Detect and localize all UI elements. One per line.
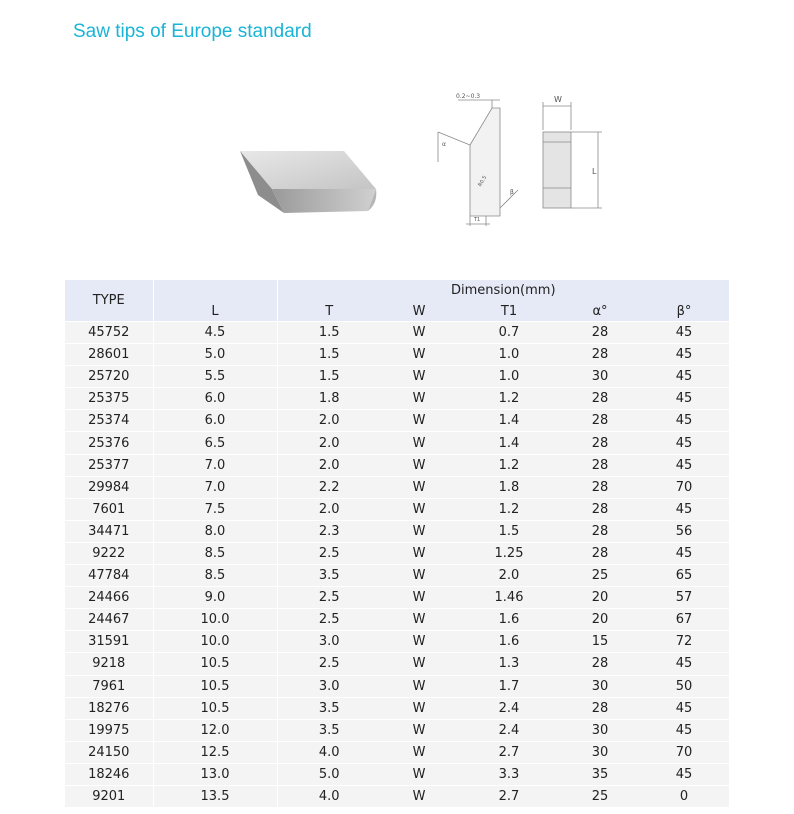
cell-t1: 1.5 (457, 520, 561, 542)
cell-type: 18246 (65, 763, 153, 785)
table-row (65, 675, 729, 697)
drawing-label-radius: R0.5 (477, 174, 489, 188)
cell-w: W (381, 366, 457, 388)
cell-l: 8.0 (153, 520, 277, 542)
cell-t1: 1.7 (457, 675, 561, 697)
cell-type: 25376 (65, 432, 153, 454)
cell-w: W (381, 653, 457, 675)
page-title: Saw tips of Europe standard (73, 21, 312, 42)
cell-type: 34471 (65, 520, 153, 542)
cell-beta: 45 (639, 410, 729, 432)
cell-w: W (381, 322, 457, 344)
cell-t1: 1.2 (457, 498, 561, 520)
cell-t: 1.5 (277, 322, 381, 344)
cell-w: W (381, 542, 457, 564)
cell-t1: 2.7 (457, 785, 561, 807)
cell-t1: 2.7 (457, 741, 561, 763)
cell-beta: 45 (639, 498, 729, 520)
cell-beta: 65 (639, 565, 729, 587)
table-row (65, 476, 729, 498)
column-header-alpha: α° (592, 303, 608, 319)
cell-w: W (381, 697, 457, 719)
cell-t: 2.0 (277, 498, 381, 520)
cell-beta: 72 (639, 631, 729, 653)
cell-beta: 0 (639, 785, 729, 807)
cell-t1: 1.0 (457, 344, 561, 366)
cell-w: W (381, 454, 457, 476)
table-row (65, 454, 729, 476)
cell-w: W (381, 631, 457, 653)
cell-l: 9.0 (153, 587, 277, 609)
cell-l: 10.5 (153, 697, 277, 719)
cell-type: 25374 (65, 410, 153, 432)
cell-type: 7961 (65, 675, 153, 697)
cell-t1: 0.7 (457, 322, 561, 344)
cell-t: 3.5 (277, 565, 381, 587)
cell-type: 18276 (65, 697, 153, 719)
cell-l: 8.5 (153, 542, 277, 564)
cell-l: 12.0 (153, 719, 277, 741)
cell-w: W (381, 520, 457, 542)
cell-t1: 2.0 (457, 565, 561, 587)
table-header-row (65, 301, 729, 322)
cell-alpha: 28 (561, 498, 639, 520)
column-header-beta: β° (676, 303, 692, 319)
cell-type: 9222 (65, 542, 153, 564)
cell-alpha: 28 (561, 454, 639, 476)
cell-l: 5.0 (153, 344, 277, 366)
cell-l: 6.5 (153, 432, 277, 454)
table-row (65, 542, 729, 564)
saw-tip-illustration (236, 145, 384, 217)
table-row (65, 520, 729, 542)
cell-w: W (381, 432, 457, 454)
cell-l: 13.0 (153, 763, 277, 785)
cell-w: W (381, 344, 457, 366)
cell-beta: 45 (639, 454, 729, 476)
cell-t1: 1.2 (457, 454, 561, 476)
table-row (65, 344, 729, 366)
cell-alpha: 30 (561, 719, 639, 741)
cell-t1: 1.0 (457, 366, 561, 388)
cell-beta: 45 (639, 697, 729, 719)
cell-beta: 45 (639, 763, 729, 785)
column-header-w: W (412, 303, 426, 319)
saw-tip-spec-table (65, 280, 729, 807)
dimension-group-header: Dimension(mm) (450, 283, 556, 298)
cell-t: 4.0 (277, 741, 381, 763)
cell-type: 31591 (65, 631, 153, 653)
cell-alpha: 28 (561, 432, 639, 454)
table-row (65, 697, 729, 719)
cell-type: 28601 (65, 344, 153, 366)
cell-l: 10.5 (153, 675, 277, 697)
cell-w: W (381, 388, 457, 410)
cell-alpha: 28 (561, 410, 639, 432)
cell-beta: 70 (639, 476, 729, 498)
column-header-t1: T1 (500, 303, 518, 319)
cell-w: W (381, 587, 457, 609)
table-row (65, 785, 729, 807)
cell-t: 2.0 (277, 432, 381, 454)
cell-t1: 3.3 (457, 763, 561, 785)
cell-w: W (381, 763, 457, 785)
cell-t: 2.3 (277, 520, 381, 542)
cell-alpha: 30 (561, 741, 639, 763)
cell-l: 7.0 (153, 454, 277, 476)
cell-t1: 2.4 (457, 697, 561, 719)
cell-beta: 45 (639, 322, 729, 344)
cell-t: 2.5 (277, 653, 381, 675)
cell-t: 2.5 (277, 609, 381, 631)
cell-alpha: 35 (561, 763, 639, 785)
cell-alpha: 28 (561, 697, 639, 719)
drawing-label-beta: β (510, 189, 514, 196)
cell-t: 2.2 (277, 476, 381, 498)
drawing-label-length: L (592, 167, 597, 176)
cell-t1: 1.2 (457, 388, 561, 410)
column-header-l: L (153, 301, 277, 322)
cell-beta: 57 (639, 587, 729, 609)
cell-t: 2.0 (277, 410, 381, 432)
drawing-label-t1: T1 (474, 217, 481, 223)
cell-beta: 45 (639, 344, 729, 366)
table-row (65, 322, 729, 344)
cell-l: 10.0 (153, 609, 277, 631)
cell-type: 25720 (65, 366, 153, 388)
cell-w: W (381, 785, 457, 807)
cell-alpha: 28 (561, 476, 639, 498)
cell-l: 12.5 (153, 741, 277, 763)
cell-w: W (381, 498, 457, 520)
cell-type: 24466 (65, 587, 153, 609)
cell-type: 24467 (65, 609, 153, 631)
cell-w: W (381, 410, 457, 432)
cell-type: 29984 (65, 476, 153, 498)
cell-l: 4.5 (153, 322, 277, 344)
table-row (65, 498, 729, 520)
cell-t: 2.0 (277, 454, 381, 476)
cell-beta: 70 (639, 741, 729, 763)
table-row (65, 609, 729, 631)
table-row (65, 587, 729, 609)
cell-beta: 67 (639, 609, 729, 631)
drawing-label-alpha: α (442, 141, 446, 148)
cell-t1: 1.46 (457, 587, 561, 609)
table-row (65, 565, 729, 587)
table-row (65, 719, 729, 741)
cell-w: W (381, 609, 457, 631)
cell-t: 2.5 (277, 542, 381, 564)
cell-t1: 2.4 (457, 719, 561, 741)
cell-l: 10.5 (153, 653, 277, 675)
column-header-t: T (325, 303, 334, 319)
cell-alpha: 28 (561, 388, 639, 410)
cell-t: 2.5 (277, 587, 381, 609)
cell-alpha: 25 (561, 785, 639, 807)
cell-type: 24150 (65, 741, 153, 763)
cell-l: 10.0 (153, 631, 277, 653)
cell-l: 5.5 (153, 366, 277, 388)
cell-type: 25375 (65, 388, 153, 410)
cell-w: W (381, 741, 457, 763)
table-row (65, 653, 729, 675)
cell-t1: 1.6 (457, 609, 561, 631)
cell-alpha: 30 (561, 366, 639, 388)
drawing-label-top: 0.2~0.3 (456, 93, 481, 100)
cell-beta: 45 (639, 542, 729, 564)
cell-t1: 1.25 (457, 542, 561, 564)
table-row (65, 388, 729, 410)
cell-l: 6.0 (153, 410, 277, 432)
table-row (65, 432, 729, 454)
cell-l: 7.5 (153, 498, 277, 520)
table-row (65, 631, 729, 653)
cell-type: 9201 (65, 785, 153, 807)
cell-l: 8.5 (153, 565, 277, 587)
table-row (65, 763, 729, 785)
cell-l: 6.0 (153, 388, 277, 410)
cell-w: W (381, 476, 457, 498)
cell-type: 45752 (65, 322, 153, 344)
cell-w: W (381, 719, 457, 741)
cell-beta: 45 (639, 388, 729, 410)
cell-t1: 1.3 (457, 653, 561, 675)
cell-type: 19975 (65, 719, 153, 741)
drawing-label-width: W (554, 95, 562, 104)
cell-alpha: 25 (561, 565, 639, 587)
cell-t1: 1.6 (457, 631, 561, 653)
cell-w: W (381, 675, 457, 697)
cell-t1: 1.4 (457, 432, 561, 454)
cell-t1: 1.8 (457, 476, 561, 498)
cell-t: 3.5 (277, 719, 381, 741)
cell-l: 13.5 (153, 785, 277, 807)
cell-alpha: 28 (561, 520, 639, 542)
cell-t: 5.0 (277, 763, 381, 785)
cell-alpha: 20 (561, 609, 639, 631)
cell-alpha: 28 (561, 322, 639, 344)
cell-beta: 45 (639, 719, 729, 741)
technical-drawings (430, 90, 610, 230)
cell-alpha: 28 (561, 344, 639, 366)
cell-alpha: 28 (561, 542, 639, 564)
cell-t: 3.0 (277, 631, 381, 653)
column-header-type: TYPE (65, 280, 153, 322)
cell-w: W (381, 565, 457, 587)
cell-beta: 56 (639, 520, 729, 542)
cell-l: 7.0 (153, 476, 277, 498)
cell-t: 3.0 (277, 675, 381, 697)
table-row (65, 410, 729, 432)
cell-alpha: 20 (561, 587, 639, 609)
table-row (65, 366, 729, 388)
cell-t: 4.0 (277, 785, 381, 807)
cell-t: 1.5 (277, 344, 381, 366)
cell-beta: 50 (639, 675, 729, 697)
table-header-group-row (65, 280, 729, 301)
cell-t1: 1.4 (457, 410, 561, 432)
cell-type: 47784 (65, 565, 153, 587)
cell-alpha: 15 (561, 631, 639, 653)
cell-t: 3.5 (277, 697, 381, 719)
table-row (65, 741, 729, 763)
cell-alpha: 28 (561, 653, 639, 675)
cell-beta: 45 (639, 432, 729, 454)
cell-type: 7601 (65, 498, 153, 520)
cell-type: 9218 (65, 653, 153, 675)
cell-beta: 45 (639, 366, 729, 388)
cell-alpha: 30 (561, 675, 639, 697)
cell-t: 1.5 (277, 366, 381, 388)
cell-beta: 45 (639, 653, 729, 675)
cell-t: 1.8 (277, 388, 381, 410)
cell-type: 25377 (65, 454, 153, 476)
